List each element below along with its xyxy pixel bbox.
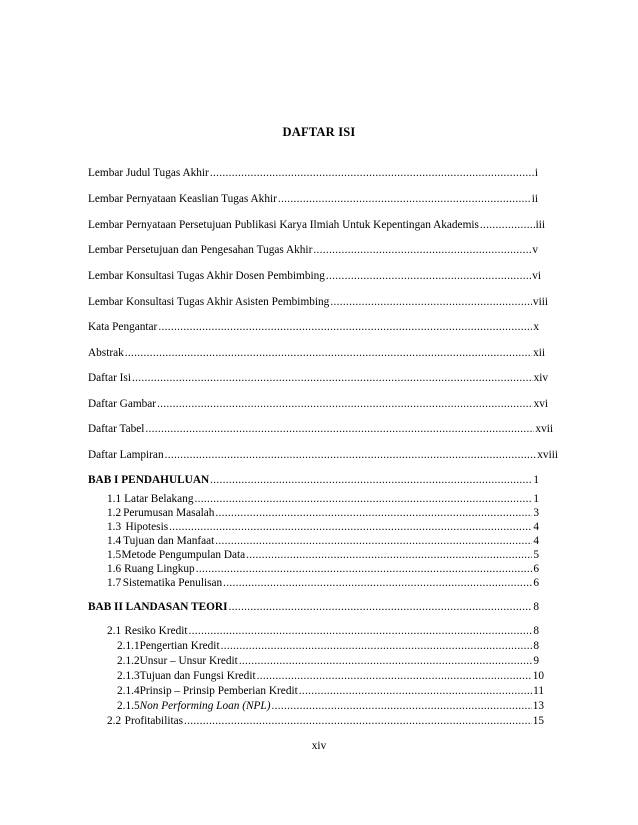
toc-entry-page: i xyxy=(534,167,538,179)
toc-section xyxy=(107,520,539,535)
toc-leader-dots xyxy=(196,562,533,577)
toc-subsection-number: 2.1.3 xyxy=(117,670,140,682)
toc-section-label: Sistematika Penulisan xyxy=(122,577,223,589)
toc-leader-dots xyxy=(223,576,532,591)
toc-entry-page: 10 xyxy=(532,670,544,682)
toc-section xyxy=(107,548,539,563)
toc-entry-page: xii xyxy=(533,347,545,359)
toc-entry xyxy=(88,243,538,258)
toc-leader-dots xyxy=(189,624,533,639)
toc-section xyxy=(107,506,539,521)
toc-leader-dots xyxy=(157,397,533,412)
toc-entry-page: 4 xyxy=(533,535,539,547)
toc-entry-label: Daftar Isi xyxy=(88,372,131,384)
toc-entry-page: 15 xyxy=(532,715,544,727)
toc-entry-page: 1 xyxy=(533,474,539,486)
toc-entry xyxy=(88,397,548,412)
toc-section xyxy=(107,576,539,591)
toc-section xyxy=(107,562,539,577)
toc-section-label: Perumusan Masalah xyxy=(123,507,215,519)
toc-section-label: Resiko Kredit xyxy=(124,625,188,637)
page-number: xiv xyxy=(311,740,327,752)
toc-entry-page: 4 xyxy=(533,521,539,533)
toc-entry-page: 9 xyxy=(533,655,539,667)
toc-entry-page: iii xyxy=(535,219,545,231)
toc-subsection-number: 2.1.4 xyxy=(117,685,140,697)
toc-leader-dots xyxy=(313,243,531,258)
toc-leader-dots xyxy=(194,492,532,507)
toc-entry xyxy=(88,448,558,463)
toc-leader-dots xyxy=(215,534,532,549)
toc-leader-dots xyxy=(257,669,532,684)
toc-subsection-label: Unsur – Unsur Kredit xyxy=(139,655,238,667)
toc-entry xyxy=(88,371,548,386)
toc-section-number: 1.1 xyxy=(107,493,122,505)
toc-leader-dots xyxy=(132,371,533,386)
toc-leader-dots xyxy=(210,473,532,488)
toc-leader-dots xyxy=(145,422,534,437)
toc-leader-dots xyxy=(278,192,531,207)
toc-leader-dots xyxy=(239,654,533,669)
toc-entry-label: Abstrak xyxy=(88,347,124,359)
toc-section-label: Profitabilitas xyxy=(124,715,184,727)
toc-section-number: 1.2 xyxy=(107,507,122,519)
toc-section-label: Hipotesis xyxy=(125,521,169,533)
toc-entry-label: Lembar Persetujuan dan Pengesahan Tugas Akhir xyxy=(88,244,313,256)
toc-entry-label: Lembar Pernyataan Keaslian Tugas Akhir xyxy=(88,193,277,205)
toc-entry-page: 1 xyxy=(533,493,539,505)
toc-entry-label: Lembar Konsultasi Tugas Akhir Dosen Pembimbing xyxy=(88,270,325,282)
toc-leader-dots xyxy=(246,548,532,563)
toc-entry-page: x xyxy=(533,321,539,333)
toc-entry-page: vi xyxy=(532,270,541,282)
toc-subsection-label: Tujuan dan Fungsi Kredit xyxy=(139,670,256,682)
toc-subsection-label: Pengertian Kredit xyxy=(139,640,220,652)
toc-leader-dots xyxy=(330,295,532,310)
toc-entry-page: 6 xyxy=(533,563,539,575)
toc-entry-page: viii xyxy=(532,296,548,308)
toc-leader-dots xyxy=(158,320,532,335)
toc-section xyxy=(107,714,544,729)
toc-subsection-label: Prinsip – Prinsip Pemberian Kredit xyxy=(139,685,298,697)
toc-subsection-number: 2.1.2 xyxy=(117,655,140,667)
toc-section xyxy=(107,624,539,639)
toc-leader-dots xyxy=(215,506,532,521)
toc-entry xyxy=(88,320,539,335)
toc-subsection xyxy=(117,699,544,714)
toc-chapter xyxy=(88,600,539,615)
toc-section-number: 2.1 xyxy=(107,625,122,637)
toc-entry-label: Daftar Tabel xyxy=(88,423,145,435)
toc-entry-label: Daftar Lampiran xyxy=(88,449,164,461)
toc-entry-page: 13 xyxy=(532,700,544,712)
toc-entry xyxy=(88,218,545,233)
toc-chapter-label: BAB II LANDASAN TEORI xyxy=(88,601,228,613)
toc-entry xyxy=(88,166,538,181)
toc-entry-page: 8 xyxy=(533,601,539,613)
toc-entry-page: 11 xyxy=(533,685,544,697)
toc-leader-dots xyxy=(184,714,532,729)
toc-entry xyxy=(88,346,545,361)
toc-entry-page: 3 xyxy=(533,507,539,519)
toc-entry-label: Lembar Pernyataan Persetujuan Publikasi Karya Ilmiah Untuk Kepentingan Akademis xyxy=(88,219,479,231)
toc-entry-page: xviii xyxy=(537,449,558,461)
toc-section xyxy=(107,534,539,549)
toc-chapter xyxy=(88,473,539,488)
toc-subsection xyxy=(117,639,539,654)
toc-section-label: Ruang Lingkup xyxy=(124,563,195,575)
toc-section-number: 1.3 xyxy=(107,521,122,533)
toc-section-number: 1.5 xyxy=(107,549,122,561)
toc-entry-page: xvii xyxy=(535,423,553,435)
toc-leader-dots xyxy=(299,684,532,699)
toc-leader-dots xyxy=(221,639,533,654)
toc-leader-dots xyxy=(165,448,537,463)
toc-leader-dots xyxy=(169,520,532,535)
toc-entry-label: Lembar Konsultasi Tugas Akhir Asisten Pembimbing xyxy=(88,296,330,308)
toc-leader-dots xyxy=(480,218,535,233)
toc-subsection-number: 2.1.1 xyxy=(117,640,140,652)
toc-leader-dots xyxy=(210,166,534,181)
toc-section xyxy=(107,492,539,507)
toc-entry xyxy=(88,295,548,310)
toc-entry-page: xvi xyxy=(533,398,548,410)
toc-leader-dots xyxy=(271,699,531,714)
toc-subsection xyxy=(117,654,539,669)
toc-section-label: Metode Pengumpulan Data xyxy=(121,549,246,561)
toc-section-label: Tujuan dan Manfaat xyxy=(123,535,215,547)
toc-entry xyxy=(88,192,538,207)
toc-subsection xyxy=(117,669,544,684)
toc-section-number: 1.6 xyxy=(107,563,122,575)
toc-entry-page: v xyxy=(532,244,538,256)
toc-entry xyxy=(88,422,553,437)
toc-entry-label: Kata Pengantar xyxy=(88,321,158,333)
toc-entry-page: 8 xyxy=(533,625,539,637)
toc-entry-page: 8 xyxy=(533,640,539,652)
toc-chapter-label: BAB I PENDAHULUAN xyxy=(88,474,210,486)
toc-entry-page: xiv xyxy=(533,372,548,384)
toc-subsection-label: Non Performing Loan (NPL) xyxy=(139,700,271,712)
toc-leader-dots xyxy=(228,600,532,615)
toc-entry-page: ii xyxy=(531,193,538,205)
toc-entry-page: 6 xyxy=(533,577,539,589)
toc-subsection-number: 2.1.5 xyxy=(117,700,140,712)
toc-section-number: 1.4 xyxy=(107,535,122,547)
toc-leader-dots xyxy=(326,269,531,284)
toc-entry xyxy=(88,269,541,284)
toc-section-number: 1.7 xyxy=(107,577,122,589)
toc-entry-page: 5 xyxy=(533,549,539,561)
toc-leader-dots xyxy=(125,346,532,361)
toc-entry-label: Lembar Judul Tugas Akhir xyxy=(88,167,209,179)
toc-entry-label: Daftar Gambar xyxy=(88,398,157,410)
toc-subsection xyxy=(117,684,544,699)
toc-section-number: 2.2 xyxy=(107,715,122,727)
toc-section-label: Latar Belakang xyxy=(124,493,194,505)
page-title: DAFTAR ISI xyxy=(282,125,356,139)
